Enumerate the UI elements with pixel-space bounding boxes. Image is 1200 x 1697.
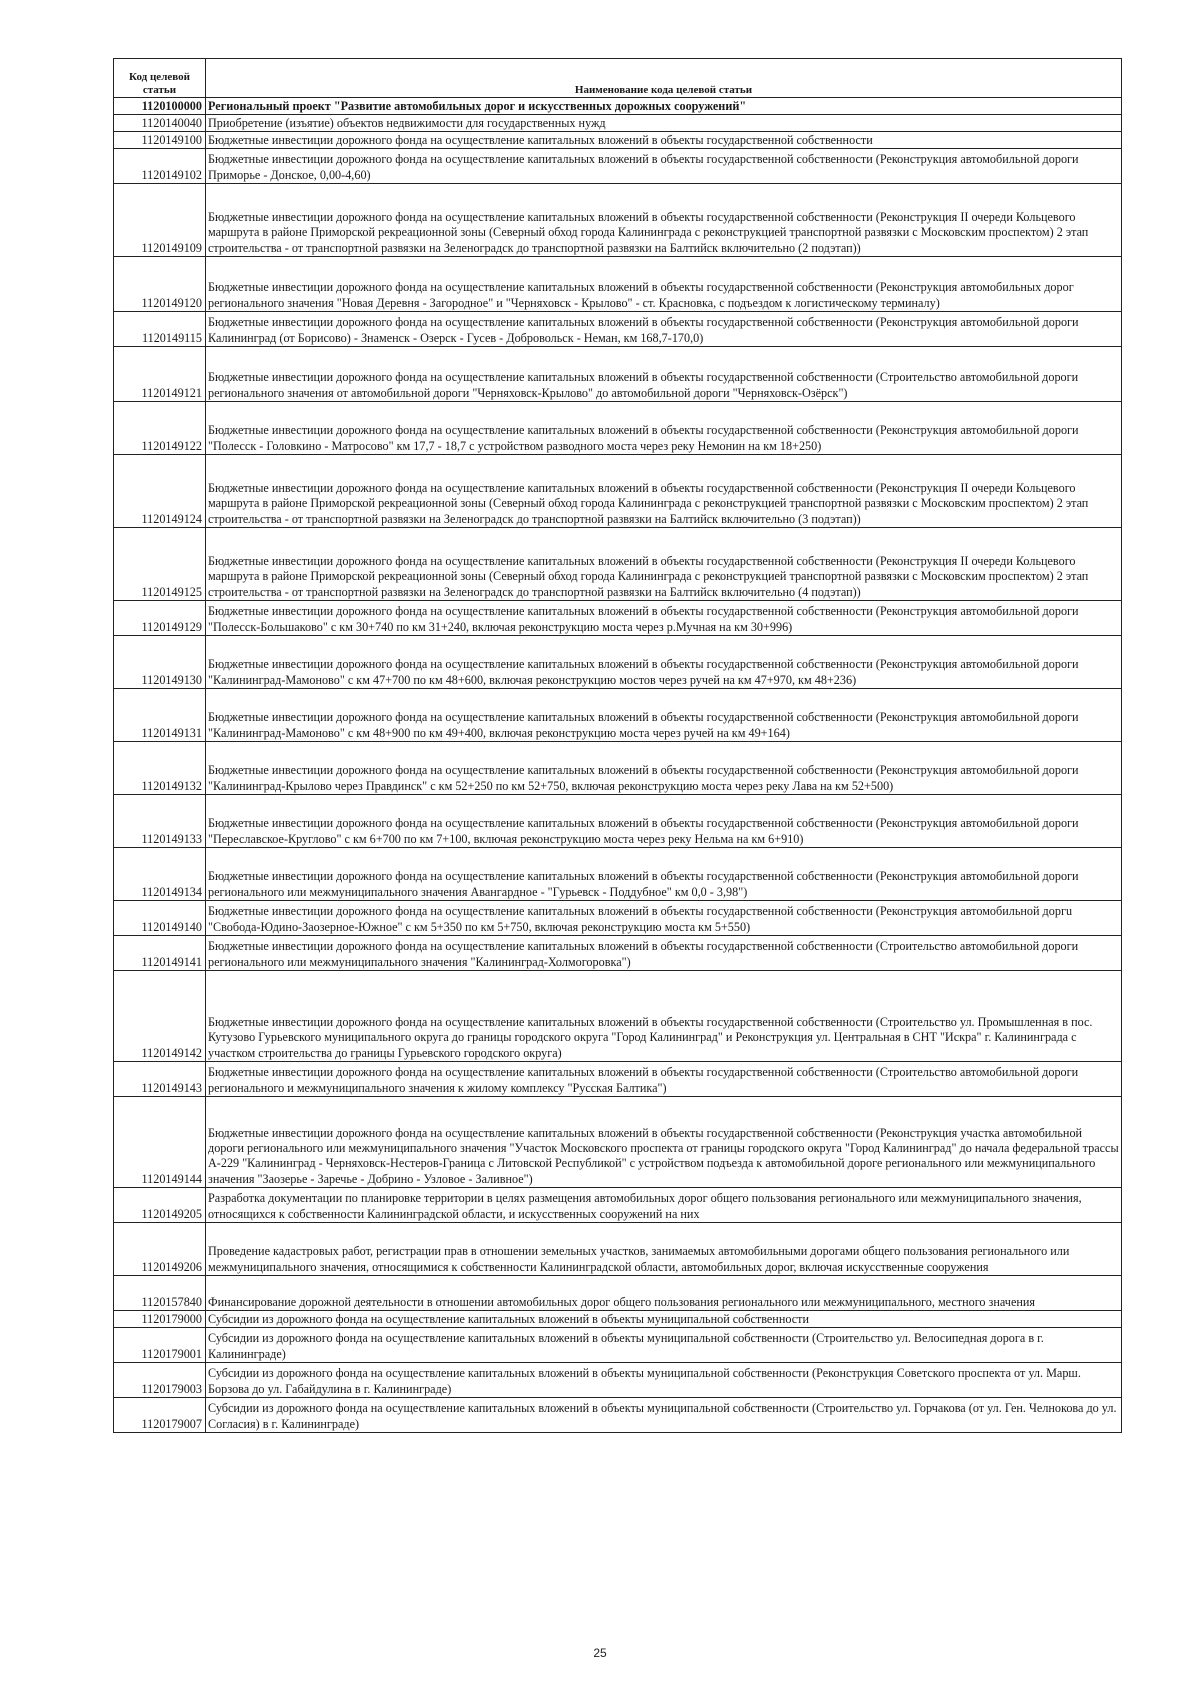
row-name: Субсидии из дорожного фонда на осуществление капитальных вложений в объекты муниципальной собственности (Строительство ул. Велосипедная дорога в г. Калининграде)	[206, 1328, 1122, 1363]
code-column-header: Код целевой статьи	[114, 59, 206, 98]
table-row	[114, 132, 1122, 149]
table-row	[114, 1097, 1122, 1188]
name-column-header: Наименование кода целевой статьи	[206, 59, 1122, 98]
row-code: 1120149129	[114, 601, 206, 636]
row-code: 1120149130	[114, 636, 206, 689]
row-name: Бюджетные инвестиции дорожного фонда на осуществление капитальных вложений в объекты государственной собственности (Строительство ул. Промышленная в пос. Кутузово Гурьевского муниципального округа до границы городского округа "Город Калининград" и Реконструкция ул. Центральная в СНТ "Искра" г. Калининграда с участком строительства до границы Гурьевского городского округа)	[206, 971, 1122, 1062]
table-row	[114, 312, 1122, 347]
table-row	[114, 1363, 1122, 1398]
row-name: Бюджетные инвестиции дорожного фонда на осуществление капитальных вложений в объекты государственной собственности (Реконструкция II очереди Кольцевого маршрута в районе Приморской рекреационной зоны (Северный обход города Калининграда с реконструкцией транспортной развязки с Московским проспектом) 2 этап строительства - от транспортной развязки на Зеленоградск до транспортной развязки на Балтийск включительно (2 подэтап))	[206, 184, 1122, 257]
table-body	[114, 98, 1122, 1433]
table-row	[114, 1188, 1122, 1223]
row-name: Бюджетные инвестиции дорожного фонда на осуществление капитальных вложений в объекты государственной собственности (Реконструкция II очереди Кольцевого маршрута в районе Приморской рекреационной зоны (Северный обход города Калининграда с реконструкцией транспортной развязки с Московским проспектом) 2 этап строительства - от транспортной развязки на Зеленоградск до транспортной развязки на Балтийск включительно (3 подэтап))	[206, 455, 1122, 528]
row-name: Субсидии из дорожного фонда на осуществление капитальных вложений в объекты муниципальной собственности	[206, 1311, 1122, 1328]
row-code: 1120149102	[114, 149, 206, 184]
row-name: Бюджетные инвестиции дорожного фонда на осуществление капитальных вложений в объекты государственной собственности (Реконструкция автомобильной дороги "Калининград-Мамоново" с км 48+900 по км 49+400, включая реконструкцию моста через ручей на км 49+164)	[206, 689, 1122, 742]
target-codes-table	[113, 58, 1122, 1433]
row-code: 1120179000	[114, 1311, 206, 1328]
table-row	[114, 848, 1122, 901]
table-row	[114, 971, 1122, 1062]
row-code: 1120149140	[114, 901, 206, 936]
row-name: Бюджетные инвестиции дорожного фонда на осуществление капитальных вложений в объекты государственной собственности (Реконструкция II очереди Кольцевого маршрута в районе Приморской рекреационной зоны (Северный обход города Калининграда с реконструкцией транспортной развязки с Московским проспектом) 2 этап строительства - от транспортной развязки на Зеленоградск до транспортной развязки на Балтийск включительно (4 подэтап))	[206, 528, 1122, 601]
row-name: Бюджетные инвестиции дорожного фонда на осуществление капитальных вложений в объекты государственной собственности (Реконструкция автомобильной дороги "Полесск-Большаково" с км 30+740 по км 31+240, включая реконструкцию моста через р.Мучная на км 30+996)	[206, 601, 1122, 636]
row-name: Бюджетные инвестиции дорожного фонда на осуществление капитальных вложений в объекты государственной собственности (Строительство автомобильной дороги регионального и межмуниципального значения к жилому комплексу "Русская Балтика")	[206, 1062, 1122, 1097]
row-name: Бюджетные инвестиции дорожного фонда на осуществление капитальных вложений в объекты государственной собственности (Реконструкция участка автомобильной дороги регионального или межмуниципального значения "Участок Московского проспекта от границы городского округа "Город Калининград" до начала федеральной трассы А-229 "Калининград - Черняховск-Нестеров-Граница с Литовской Республикой" с устройством подъезда к автомобильной дороге регионального или межмуниципального значения "Заозерье - Заречье - Добрино - Узловое - Заливное")	[206, 1097, 1122, 1188]
table-row	[114, 1062, 1122, 1097]
table-row	[114, 936, 1122, 971]
table-row	[114, 115, 1122, 132]
row-code: 1120149206	[114, 1223, 206, 1276]
table-row	[114, 149, 1122, 184]
table-row	[114, 1328, 1122, 1363]
table-row	[114, 347, 1122, 402]
row-code: 1120149143	[114, 1062, 206, 1097]
row-code: 1120100000	[114, 98, 206, 115]
row-name: Бюджетные инвестиции дорожного фонда на осуществление капитальных вложений в объекты государственной собственности (Реконструкция автомобильной дороги "Полесск - Головкино - Матросово" км 17,7 - 18,7 с устройством разводного моста через реку Немонин на км 18+250)	[206, 402, 1122, 455]
page-number: 25	[593, 1646, 607, 1660]
row-code: 1120179007	[114, 1398, 206, 1433]
row-code: 1120179001	[114, 1328, 206, 1363]
row-code: 1120149124	[114, 455, 206, 528]
row-name: Бюджетные инвестиции дорожного фонда на осуществление капитальных вложений в объекты государственной собственности (Реконструкция автомобильной дороги Приморье - Донское, 0,00-4,60)	[206, 149, 1122, 184]
row-code: 1120149122	[114, 402, 206, 455]
table-row	[114, 402, 1122, 455]
table-row	[114, 795, 1122, 848]
row-name: Субсидии из дорожного фонда на осуществление капитальных вложений в объекты муниципальной собственности (Реконструкция Советского проспекта от ул. Марш. Борзова до ул. Габайдулина в г. Калининграде)	[206, 1363, 1122, 1398]
table-row	[114, 1311, 1122, 1328]
row-name: Бюджетные инвестиции дорожного фонда на осуществление капитальных вложений в объекты государственной собственности (Реконструкция автомобильной дороги "Переславское-Круглово" с км 6+700 по км 7+100, включая реконструкцию моста через реку Нельма на км 6+910)	[206, 795, 1122, 848]
row-name: Региональный проект "Развитие автомобильных дорог и искусственных дорожных сооружений"	[206, 98, 1122, 115]
row-code: 1120149121	[114, 347, 206, 402]
table-row	[114, 455, 1122, 528]
row-code: 1120149109	[114, 184, 206, 257]
row-name: Бюджетные инвестиции дорожного фонда на осуществление капитальных вложений в объекты государственной собственности (Реконструкция автомобильных дорог регионального значения "Новая Деревня - Загородное" и "Черняховск - Крылово" - ст. Красновка, с подъездом к логистическому терминалу)	[206, 257, 1122, 312]
row-code: 1120149133	[114, 795, 206, 848]
row-code: 1120149134	[114, 848, 206, 901]
table-row	[114, 689, 1122, 742]
row-code: 1120149144	[114, 1097, 206, 1188]
table-row	[114, 636, 1122, 689]
table-header-row	[114, 59, 1122, 98]
table-row	[114, 184, 1122, 257]
row-name: Бюджетные инвестиции дорожного фонда на осуществление капитальных вложений в объекты государственной собственности (Реконструкция автомобильной дороги регионального или межмуниципального значения Авангардное - "Гурьевск - Поддубное" км 0,0 - 3,98")	[206, 848, 1122, 901]
row-name: Бюджетные инвестиции дорожного фонда на осуществление капитальных вложений в объекты государственной собственности (Строительство автомобильной дороги регионального значения от автомобильной дороги "Черняховск-Крылово" до автомобильной дороги "Черняховск-Озёрск")	[206, 347, 1122, 402]
row-name: Бюджетные инвестиции дорожного фонда на осуществление капитальных вложений в объекты государственной собственности	[206, 132, 1122, 149]
row-name: Бюджетные инвестиции дорожного фонда на осуществление капитальных вложений в объекты государственной собственности (Реконструкция автомобильной дороги "Калининград-Крылово через Правдинск" с км 52+250 по км 52+750, включая реконструкцию моста через реку Лава на км 52+500)	[206, 742, 1122, 795]
document-sheet	[113, 58, 1121, 1433]
row-name: Проведение кадастровых работ, регистрации прав в отношении земельных участков, занимаемых автомобильными дорогами общего пользования регионального или межмуниципального значения, относящимися к собственности Калининградской области, автомобильных дорог, включая искусственные сооружения	[206, 1223, 1122, 1276]
row-code: 1120140040	[114, 115, 206, 132]
row-code: 1120149115	[114, 312, 206, 347]
table-row	[114, 1276, 1122, 1311]
row-name: Бюджетные инвестиции дорожного фонда на осуществление капитальных вложений в объекты государственной собственности (Реконструкция автомобильной дороги Калининград (от Борисово) - Знаменск - Озерск - Гусев - Добровольск - Неман, км 168,7-170,0)	[206, 312, 1122, 347]
row-code: 1120149132	[114, 742, 206, 795]
row-code: 1120149120	[114, 257, 206, 312]
row-name: Бюджетные инвестиции дорожного фонда на осуществление капитальных вложений в объекты государственной собственности (Реконструкция автомобильной дороги "Калининград-Мамоново" с км 47+700 по км 48+600, включая реконструкцию мостов через ручей на км 47+970, км 48+236)	[206, 636, 1122, 689]
row-name: Бюджетные инвестиции дорожного фонда на осуществление капитальных вложений в объекты государственной собственности (Реконструкция автомобильной доргu "Свобода-Юдино-Заозерное-Южное" с км 5+350 по км 5+750, включая реконструкцию моста км 5+550)	[206, 901, 1122, 936]
table-row	[114, 1398, 1122, 1433]
row-code: 1120149125	[114, 528, 206, 601]
row-name: Разработка документации по планировке территории в целях размещения автомобильных дорог общего пользования регионального или межмуниципального значения, относящихся к собственности Калининградской области, и искусственных сооружений на них	[206, 1188, 1122, 1223]
table-row	[114, 901, 1122, 936]
row-name: Бюджетные инвестиции дорожного фонда на осуществление капитальных вложений в объекты государственной собственности (Строительство автомобильной дороги регионального или межмуниципального значения "Калининград-Холмогоровка")	[206, 936, 1122, 971]
row-code: 1120149131	[114, 689, 206, 742]
table-row	[114, 742, 1122, 795]
table-row	[114, 257, 1122, 312]
row-code: 1120179003	[114, 1363, 206, 1398]
row-code: 1120149142	[114, 971, 206, 1062]
table-row	[114, 601, 1122, 636]
row-name: Финансирование дорожной деятельности в отношении автомобильных дорог общего пользования регионального или межмуниципального, местного значения	[206, 1276, 1122, 1311]
row-code: 1120149100	[114, 132, 206, 149]
table-row	[114, 1223, 1122, 1276]
row-code: 1120149141	[114, 936, 206, 971]
table-row	[114, 98, 1122, 115]
row-code: 1120157840	[114, 1276, 206, 1311]
table-row	[114, 528, 1122, 601]
row-code: 1120149205	[114, 1188, 206, 1223]
row-name: Приобретение (изъятие) объектов недвижимости для государственных нужд	[206, 115, 1122, 132]
row-name: Субсидии из дорожного фонда на осуществление капитальных вложений в объекты муниципальной собственности (Строительство ул. Горчакова (от ул. Ген. Челнокова до ул. Согласия) в г. Калининграде)	[206, 1398, 1122, 1433]
